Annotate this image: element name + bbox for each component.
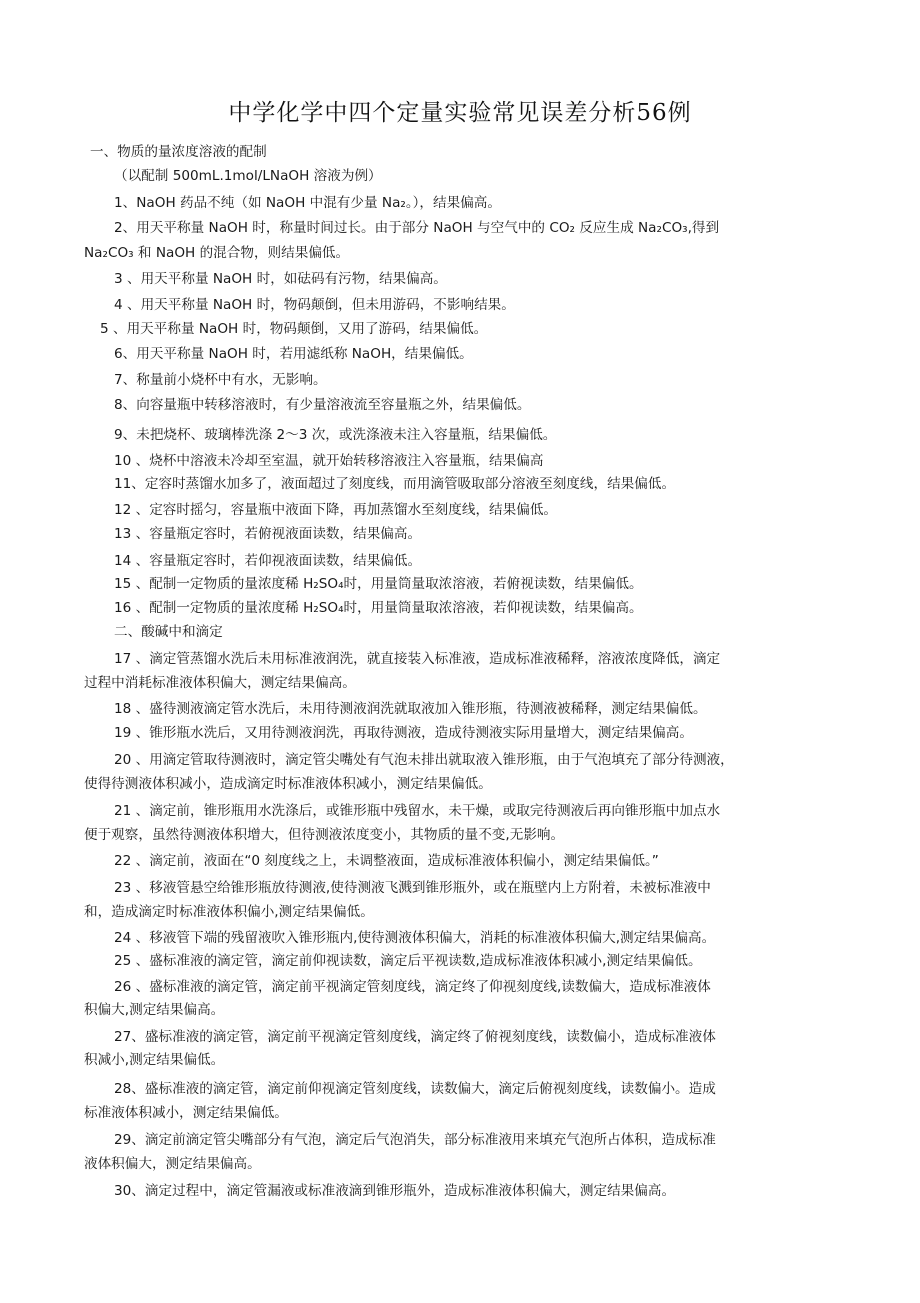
paragraph-line: 2、用天平称量 NaOH 时，称量时间过长。由于部分 NaOH 与空气中的 CO₂ 反应生成 Na₂CO₃,得到 [114, 220, 720, 236]
paragraph-line: 18 、盛待测液滴定管水洗后，未用待测液润洗就取液加入锥形瓶，待测液被稀释，测定结果偏低。 [114, 701, 707, 717]
paragraph-line: 和，造成滴定时标准液体积偏小,测定结果偏低。 [84, 904, 374, 920]
paragraph-line: 23 、移液管悬空给锥形瓶放待测液,使待测液飞溅到锥形瓶外，或在瓶壁内上方附着，未被标准液中 [114, 880, 711, 896]
paragraph-line: 15 、配制一定物质的量浓度稀 H₂SO₄时，用量筒量取浓溶液，若俯视读数，结果偏低。 [114, 576, 643, 592]
paragraph-line: 标准液体积减小，测定结果偏低。 [84, 1105, 288, 1121]
paragraph-line: 30、滴定过程中，滴定管漏液或标准液滴到锥形瓶外，造成标准液体积偏大，测定结果偏高。 [114, 1183, 676, 1199]
paragraph-line: 20 、用滴定管取待测液时，滴定管尖嘴处有气泡未排出就取液入锥形瓶，由于气泡填充了部分待测液， [114, 752, 734, 768]
paragraph-line: 25 、盛标准液的滴定管，滴定前仰视读数，滴定后平视读数,造成标准液体积减小,测定结果偏低。 [114, 953, 702, 969]
paragraph-line: 26 、盛标准液的滴定管，滴定前平视滴定管刻度线，滴定终了仰视刻度线,读数偏大，造成标准液体 [114, 979, 711, 995]
paragraph-line: 1、NaOH 药品不纯（如 NaOH 中混有少量 Na₂。），结果偏高。 [114, 195, 501, 211]
paragraph-line: 9、未把烧杯、玻璃棒洗涤 2〜3 次，或洗涤液未注入容量瓶，结果偏低。 [114, 427, 557, 443]
paragraph-line: 使得待测液体积减小，造成滴定时标准液体积减小，测定结果偏低。 [84, 776, 492, 792]
paragraph-line: 5 、用天平称量 NaOH 时，物码颠倒，又用了游码，结果偏低。 [100, 321, 488, 337]
paragraph-line: 过程中消耗标准液体积偏大，测定结果偏高。 [84, 675, 356, 691]
paragraph-line: Na₂CO₃ 和 NaOH 的混合物，则结果偏低。 [84, 245, 350, 261]
paragraph-line: 16 、配制一定物质的量浓度稀 H₂SO₄时，用量筒量取浓溶液，若仰视读数，结果偏高。 [114, 600, 643, 616]
paragraph-line: 4 、用天平称量 NaOH 时，物码颠倒，但未用游码，不影响结果。 [114, 297, 515, 313]
paragraph-line: 6、用天平称量 NaOH 时，若用滤纸称 NaOH，结果偏低。 [114, 346, 473, 362]
paragraph-line: 7、称量前小烧杯中有水，无影响。 [114, 372, 327, 388]
section-heading-1: 一、物质的量浓度溶液的配制 [90, 144, 267, 160]
paragraph-line: 28、盛标准液的滴定管，滴定前仰视滴定管刻度线，读数偏大，滴定后俯视刻度线，读数偏小。造成 [114, 1081, 716, 1097]
paragraph-line: 11、定容时蒸馏水加多了，液面超过了刻度线，而用滴管吸取部分溶液至刻度线，结果偏低。 [114, 476, 676, 492]
paragraph-line: 14 、容量瓶定容时，若仰视液面读数，结果偏低。 [114, 553, 422, 569]
paragraph-line: 10 、烧杯中溶液未冷却至室温，就开始转移溶液注入容量瓶，结果偏高 [114, 453, 544, 469]
paragraph-line: 13 、容量瓶定容时，若俯视液面读数，结果偏高。 [114, 526, 422, 542]
document-title: 中学化学中四个定量实验常见误差分析56例 [228, 100, 692, 126]
paragraph-line: 27、盛标准液的滴定管，滴定前平视滴定管刻度线，滴定终了俯视刻度线，读数偏小，造成标准液体 [114, 1029, 716, 1045]
paragraph-line: 12 、定容时摇匀，容量瓶中液面下降，再加蒸馏水至刻度线，结果偏低。 [114, 502, 558, 518]
paragraph-line: 液体积偏大，测定结果偏高。 [84, 1156, 261, 1172]
paragraph-line: 便于观察，虽然待测液体积增大，但待测液浓度变小，其物质的量不变,无影响。 [84, 827, 565, 843]
paragraph-line: 29、滴定前滴定管尖嘴部分有气泡，滴定后气泡消失，部分标准液用来填充气泡所占体积，造成标准 [114, 1132, 716, 1148]
paragraph-line: 21 、滴定前，锥形瓶用水洗涤后，或锥形瓶中残留水，未干燥，或取完待测液后再向锥形瓶中加点水 [114, 803, 721, 819]
paragraph-line: 3 、用天平称量 NaOH 时，如砝码有污物，结果偏高。 [114, 271, 447, 287]
paragraph-line: 17 、滴定管蒸馏水洗后未用标准液润洗，就直接装入标准液，造成标准液稀释，溶液浓度降低，滴定 [114, 651, 721, 667]
paragraph-line: 19 、锥形瓶水洗后，又用待测液润洗，再取待测液，造成待测液实际用量增大，测定结果偏高。 [114, 725, 693, 741]
paragraph-line: 8、向容量瓶中转移溶液时，有少量溶液流至容量瓶之外，结果偏低。 [114, 397, 531, 413]
paragraph-line: 积减小,测定结果偏低。 [84, 1052, 225, 1068]
paragraph-line: 24 、移液管下端的残留液吹入锥形瓶内,使待测液体积偏大，消耗的标准液体积偏大,测定结果偏高。 [114, 930, 716, 946]
paragraph-line: 22 、滴定前，液面在“0 刻度线之上，未调整液面，造成标准液体积偏小，测定结果偏低。” [114, 853, 659, 869]
paragraph-line: 积偏大,测定结果偏高。 [84, 1002, 225, 1018]
section-heading-2: 二、酸碱中和滴定 [114, 624, 223, 640]
example-note: （以配制 500mL.1mol/LNaOH 溶液为例） [114, 168, 382, 184]
